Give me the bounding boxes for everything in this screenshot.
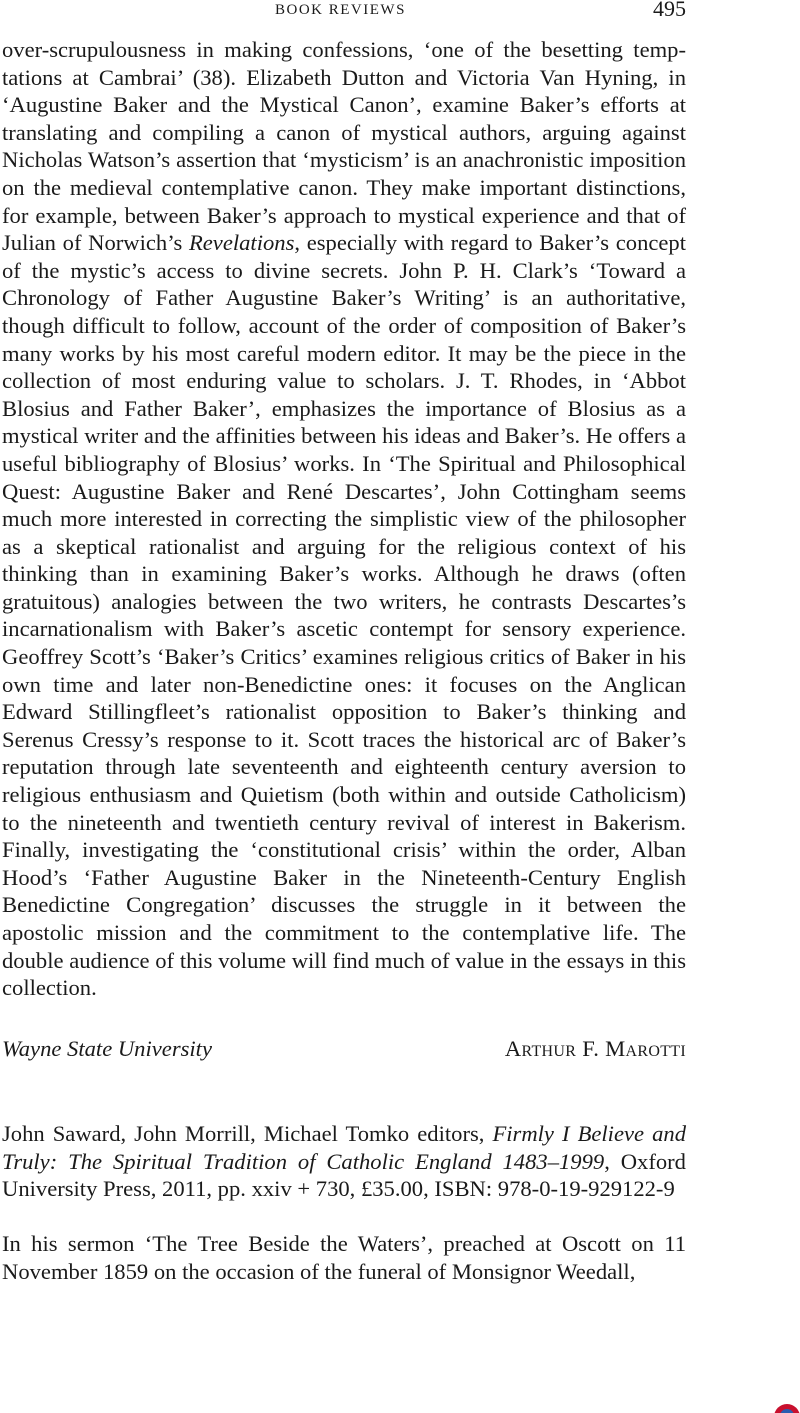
running-head-title: BOOK REVIEWS	[275, 2, 406, 18]
review-text-part-2: , especially with regard to Baker’s concept of the mystic’s access to divine secrets. John P. H. Clark’s ‘Toward a Chronology of Father Augustine Baker’s Writing’ is an authoritative, though difficult to follow, account of the order of composition of Baker’s many works by his most careful modern editor. It may be the piece in the collection of most enduring value to scholars. J. T. Rhodes, in ‘Abbot Blosius and Father Baker’, emphasizes the importance of Blosius as a mystical writer and the affinities between his ideas and Baker’s. He offers a useful bibliography of Blosius’ works. In ‘The Spiritual and Philosophical Quest: Augustine Baker and René Descartes’, John Cottingham seems much more interested in correcting the simplistic view of the philosopher as a skeptical rationalist and arguing for the religious context of his thinking than in examining Baker’s works. Although he draws (often gratuitous) analogies between the two writers, he contrasts Descartes’s incarnationalism with Baker’s ascetic contempt for sensory experience. Geoffrey Scott’s ‘Baker’s Critics’ examines religious critics of Baker in his own time and later non-Benedictine ones: it focuses on the Anglican Edward Stillingfleet’s rationalist opposition to Baker’s thinking and Serenus Cressy’s response to it. Scott traces the historical arc of Baker’s reputation through late seventeenth and eighteenth century aversion to religious enthusiasm and Quietism (both within and outside Catholicism) to the nineteenth and twentieth century revival of interest in Bakerism. Finally, investigating the ‘constitutional crisis’ within the order, Alban Hood’s ‘Father Augustine Baker in the Nineteenth-Century English Benedictine Congregation’ discusses the struggle in it between the apostolic mission and the commitment to the contemplative life. The double audience of this volume will find much of value in the essays in this collection.	[2, 230, 686, 1001]
italic-title-revelations: Revelations	[188, 230, 295, 256]
reviewer-name: Arthur F. Marotti	[504, 1036, 686, 1061]
badge-inner-circle	[780, 1409, 794, 1413]
citation-editors: John Saward, John Morrill, Michael Tomko editors,	[2, 1121, 493, 1146]
next-review-opening	[2, 1230, 686, 1285]
publisher-badge-icon	[774, 1404, 800, 1413]
citation-book-title: Firmly I Believe and Truly: The Spiritual Tradition of Catholic England 1483–1999	[2, 1121, 686, 1174]
reviewer-signature	[2, 1036, 686, 1066]
running-head	[0, 0, 686, 22]
next-review-text: In his sermon ‘The Tree Beside the Waters’, preached at Oscott on 11 November 1859 on the occasion of the funeral of Monsignor Weedall,	[2, 1231, 686, 1284]
review-text-part-1: over-scrupulousness in making confessions, ‘one of the besetting temptations at Cambrai’ (38). Elizabeth Dutton and Victoria Van Hyning, in ‘Augustine Baker and the Mystical Canon’, examine Baker’s efforts at translating and compiling a canon of mystical authors, arguing against Nicholas Watson’s assertion that ‘mysticism’ is an anachronistic imposition on the medieval contemplative canon. They make important distinctions, for example, between Baker’s approach to mystical experience and that of Julian of Norwich’s	[2, 37, 686, 256]
review-paragraph	[2, 36, 686, 1002]
book-citation	[2, 1120, 686, 1203]
reviewer-affiliation: Wayne State University	[2, 1036, 212, 1061]
citation-details: , Oxford University Press, 2011, pp. xxiv + 730, £35.00, ISBN: 978-0-19-929122-9	[2, 1148, 686, 1202]
review-body	[2, 36, 686, 1002]
page-number: 495	[653, 0, 686, 21]
